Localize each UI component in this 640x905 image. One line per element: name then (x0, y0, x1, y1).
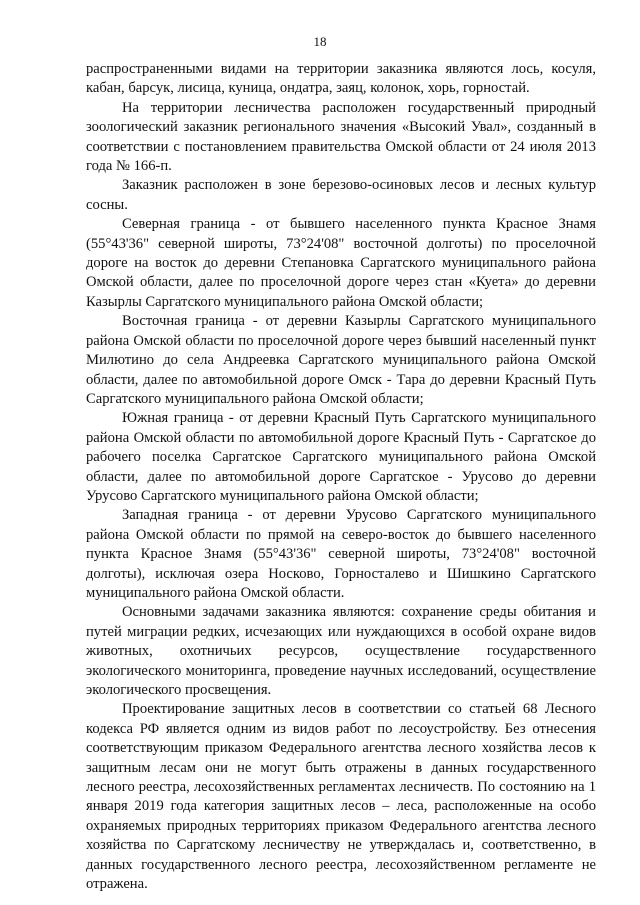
paragraph-reserve-tasks: Основными задачами заказника являются: сохранение среды обитания и путей миграции редких, исчезающих или нуждающихся в особой охране видов животных, охотничьих ресурсов, осуществление государственного экологического мониторинга, проведение научных исследований, осуществление экологического просвещения. (86, 604, 596, 698)
paragraph-south-boundary: Южная граница - от деревни Красный Путь Саргатского муниципального района Омской области по автомобильной дороге Красный Путь - Саргатское до рабочего поселка Саргатское Саргатского муниципального района Омской области, далее по автомобильной дороге Саргатское - Урусово до деревни Урусово Саргатского муниципального района Омской области; (86, 410, 596, 504)
paragraph-east-boundary: Восточная граница - от деревни Казырлы Саргатского муниципального района Омской области по проселочной дороге через бывший населенный пункт Милютино до села Андреевка Саргатского муниципального района Омской области, далее по автомобильной дороге Омск - Тара до деревни Красный Путь Саргатского муниципального района Омской области; (86, 313, 596, 407)
paragraph-north-boundary: Северная граница - от бывшего населенного пункта Красное Знамя (55°43'36" северной широты, 73°24'08" восточной долготы) по проселочной дороге на восток до деревни Степановка Саргатского муниципального района Омской области, далее по проселочной дороге через стан «Куета» до деревни Казырлы Саргатского муниципального района Омской области; (86, 216, 596, 310)
paragraph-reserve-intro: На территории лесничества расположен государственный природный зоологический заказник регионального значения «Высокий Увал», созданный в соответствии с постановлением правительства Омской области от 24 июля 2013 года № 166-п. (86, 99, 596, 175)
document-body (86, 60, 596, 894)
paragraph-protective-forests: Проектирование защитных лесов в соответствии со статьей 68 Лесного кодекса РФ является одним из видов работ по лесоустройству. Без отнесения соответствующим приказом Федерального агентства лесного хозяйства лесов к защитным лесам они не могут быть отражены в данных государственного лесного реестра, лесохозяйственных регламентах лесничеств. По состоянию на 1 января 2019 года категория защитных лесов – леса, расположенные на особо охраняемых природных территориях приказом Федерального агентства лесного хозяйства по Саргатскому лесничеству не утверждалась и, соответственно, в данных государственного лесного реестра, лесохозяйственном регламенте не отражена. (86, 701, 596, 893)
page-number: 18 (313, 34, 327, 49)
paragraph-fauna-continuation: распространенными видами на территории заказника являются лось, косуля, кабан, барсук, лисица, куница, ондатра, заяц, колонок, хорь, горностай. (86, 61, 596, 97)
paragraph-reserve-zone: Заказник расположен в зоне березово-осиновых лесов и лесных культур сосны. (86, 177, 596, 213)
paragraph-west-boundary: Западная граница - от деревни Урусово Саргатского муниципального района Омской области по прямой на северо-восток до бывшего населенного пункта Красное Знамя (55°43'36" северной широты, 73°24'08" восточной долготы), исключая озера Носково, Горносталево и Шишкино Саргатского муниципального района Омской области. (86, 507, 596, 601)
